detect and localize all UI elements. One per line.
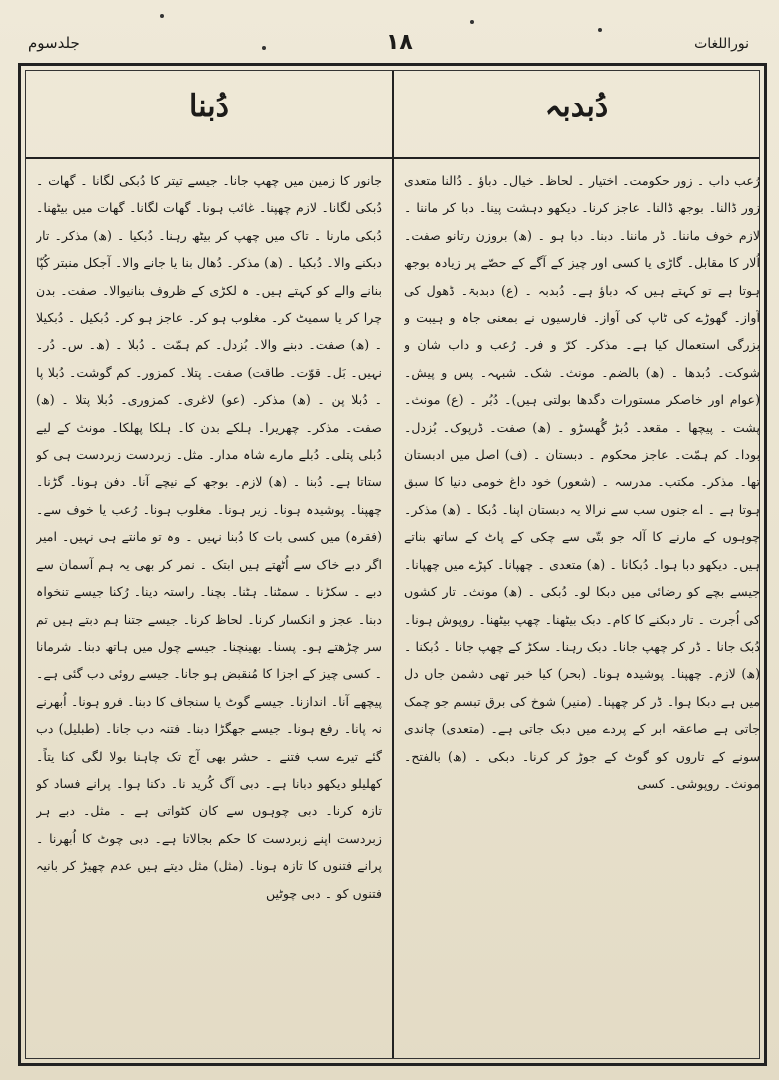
volume-label: جلدسوم [28,34,80,52]
right-column-heading: دُبدبہ [544,89,609,124]
left-column-paragraph: جانور کا زمین میں چھپ جانا۔ جیسے تیتر کا دُبکی لگانا ۔ گھات ۔ دُبکی لگانا۔ لازم چھپنا۔ غائب ہونا۔ گھات لگانا۔ گھات میں بیٹھنا۔ دُبکی مارنا ۔ تاک میں چھپ کر بیٹھ رہنا۔ دُبکیا ۔ (ھ) مذکر۔ تار دبکنے والا۔ دُبکیا ۔ (ھ) مذکر۔ دُھال بنا یا جانے والا۔ آجکل منبتر کُپّا بنانے والے کو کہتے ہیں۔ ہ لکڑی کے ظروف بنانیوالا۔ صفت۔ بدن چرا کر یا سمیٹ کر۔ مغلوب ہو کر۔ عاجز ہو کر۔ دُبکیل ۔ دُبکیلا ۔ (ھ) صفت۔ دبنے والا۔ بُزدل۔ کم ہمّت ۔ دُبلا ۔ (ھ۔ س۔ دُر۔ نہیں۔ بَل۔ قوّت۔ طاقت) صفت۔ پتلا۔ کمزور۔ کم گوشت۔ دُبلا پا ۔ دُبلا پن ۔ (ھ) مذکر۔ (عو) لاغری۔ کمزوری۔ دُبلا پتلا ۔ (ھ) صفت۔ مذکر۔ چھریرا۔ ہلکے بدن کا۔ ہلکا پھلکا۔ مونث کے لیے دُبلی پتلی۔ دُبلے مارے شاہ مدار۔ مثل۔ زبردست زبردست ہی کو ستاتا ہے۔ دُبنا ۔ (ھ) لازم۔ بوجھ کے نیچے آنا۔ دفن ہونا۔ گڑنا۔ چھپنا۔ پوشیدہ ہونا۔ زیر ہونا۔ مغلوب ہونا۔ رُعب یا خوف سے۔ (فقرہ) میں کسی بات کا دُبنا نہیں ۔ وہ تو مانتے ہی نہیں۔ امیر اگر دبے خاک سے اُٹھتے ہیں ابتک ۔ نمر کر بھی یہ ہم آسمان سے دبے ۔ سکڑنا ۔ سمٹنا۔ ہٹنا۔ بچنا۔ راستہ دینا۔ رُکنا جیسے تنخواہ دبنا۔ عجز و انکسار کرنا۔ لحاظ کرنا۔ جیسے جتنا ہم دبتے ہیں تم سر چڑھتے ہو۔ پسنا۔ بھینچنا۔ جیسے چول میں ہاتھ دبنا۔ شرمانا ۔ کسی چیز کے اجزا کا مُنقبض ہو جانا۔ جیسے روئی دب گئی ہے۔ پیچھے آنا۔ اندازنا۔ جیسے گوٹ یا سنجاف کا دبنا۔ فرو ہونا۔ اُبھرنے نہ پانا۔ رفع ہونا۔ جیسے جھگڑا دبنا۔ فتنہ دب جانا۔ (طبلیل) دب گئے تیرے سب فتنے ۔ حشر بھی آج تک چاہنا بولا لگی کنا یتاً۔ کھلیلو دیکھو دبانا ہے۔ دبی آگ کُرید نا۔ دکنا ہوا۔ پرانے فساد کو تازہ کرنا۔ دبی چوہوں سے کان کٹواتی ہے ۔ مثل۔ دبے ہر زبردست اپنے زبردست کا حکم بجالاتا ہے۔ دبی چوٹ کا اُبھرنا ۔ پرانے فتنوں کا تازہ ہونا۔ (مثل) مثل دیتے ہیں عدم چھیڑ کر بانیہ فتنوں کو ۔ دبی چوٹیں [36,173,382,901]
left-column-text [36,167,382,1052]
speck-mark [470,20,474,24]
column-divider [392,71,394,1058]
right-column-paragraph: رُعب داب ۔ زور حکومت۔ اختیار ۔ لحاظ۔ خیال۔ دباؤ ۔ دُالنا متعدی زور ڈالنا۔ بوجھ ڈالنا۔ عاجز کرنا۔ دیکھو دہشت پینا۔ دبا کر ماننا ۔ لازم خوف ماننا۔ ڈر ماننا۔ دبنا۔ دبا ہو ۔ (ھ) بروزن رتانو صفت۔ اُلار کا مقابل۔ گاڑی یا کسی اور چیز کے آگے کے حصّے پر زیادہ بوجھ ہوتا ہے تو کہتے ہیں کہ دباؤ ہے۔ دُبدبہ ۔ (ع) دبدبۃ۔ ڈھول کی آواز۔ گھوڑے کی ٹاپ کی آواز۔ فارسیوں نے بمعنی جاہ و ہیبت و بزرگی استعمال کیا ہے۔ مذکر۔ کرّ و فر۔ رُعب و داب شان و شوکت۔ دُبدھا ۔ (ھ) بالضم۔ مونث۔ شک۔ شبہہ۔ پس و پیش۔ (عوام اور خاصکر مستورات دگدھا بولتی ہیں)۔ دُبُر ۔ (ع) مونث۔ پشت ۔ پیچھا ۔ مقعد۔ دُبڑ گُھسڑو ۔ (ھ) صفت۔ ڈرپوک۔ بُزدل۔ بودا۔ کم ہمّت۔ عاجز محکوم ۔ دبستان ۔ (ف) اصل میں ادبستان تھا۔ مذکر۔ مکتب۔ مدرسہ ۔ (شعور) خود داغ خومی دنیا کا سبق ہوتا ہے ۔ اے جنوں سب سے نرالا یہ دبستان اپنا۔ دُبکا ۔ (ھ) مذکر۔ چوہوں کے مارنے کا آلہ جو بتّی سے چکی کے پاٹ کے ساتھ بناتے ہیں۔ دیکھو دبا ہوا۔ دُبکانا ۔ (ھ) متعدی ۔ چھپانا۔ کپڑے میں چھپانا۔ جیسے بچے کو رضائی میں دبکا لو۔ دُبکی ۔ (ھ) مونث۔ تار کشوں کی اُجرت ۔ تار دبکنے کا کام۔ دبک بیٹھنا۔ چھپ بیٹھنا۔ روپوش ہونا۔ دُبک جانا ۔ ڈر کر چھپ جانا۔ دبک رہنا۔ سکڑ کے چھپ جانا ۔ دُبکنا ۔ (ھ) لازم۔ چھپنا۔ پوشیدہ ہونا۔ (بحر) کیا خبر تھی دشمن جاں دل میں ہے دبکا ہوا۔ ڈر کر چھپنا۔ (منیر) شوخ کی برق تبسم جو چمک جاتی ہے صاعقہ ابر کے پردے میں دبک جاتی ہے۔ (متعدی) چاندی سونے کے تاروں کو گوٹ کے جوڑ کر کرنا۔ دبکی ۔ (ھ) بالفتح۔ مونث۔ روپوشی۔ کسی [404,173,760,791]
speck-mark [598,28,602,32]
book-title: نوراللغات [694,36,749,52]
page-frame-inner [25,70,760,1059]
running-header [18,30,761,66]
speck-mark [262,46,266,50]
left-column-heading: دُبنا [189,89,229,124]
right-column-text [404,167,760,1052]
speck-mark [160,14,164,18]
page-number: ۱۸ [386,30,413,55]
page-frame [18,63,767,1066]
